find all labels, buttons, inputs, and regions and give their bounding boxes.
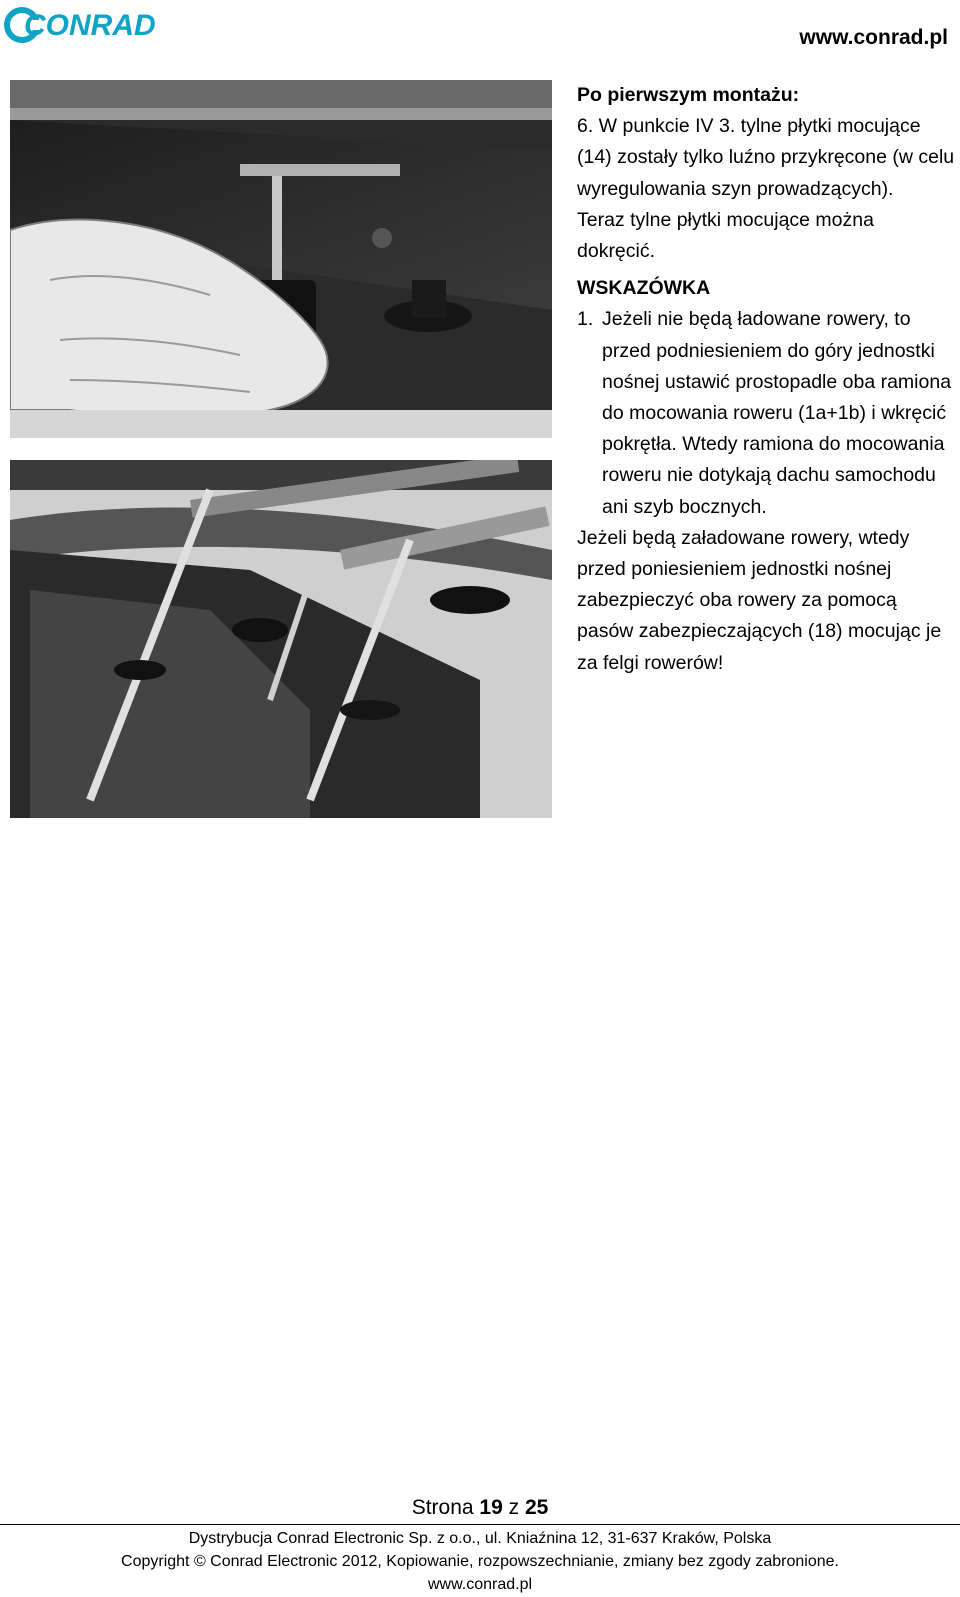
section-heading: Po pierwszym montażu: xyxy=(577,84,800,106)
hint-1-number: 1. xyxy=(577,308,594,331)
hint-title: WSKAZÓWKA xyxy=(577,277,711,300)
hint-1-text: Jeżeli nie będą ładowane rowery, to przed podniesieniem do góry jednostki nośnej ustawić prostopadle oba ramiona do mocowania roweru (1a+1b) i wkręcić pokrętła. Wtedy ramiona do mocowania roweru nie dotykają dachu samochodu ani szyb bocznych. xyxy=(602,308,952,518)
page-number: Strona 19 z 25 xyxy=(411,1496,549,1519)
conrad-logo xyxy=(2,4,162,44)
step-6-follow: Teraz tylne płytki mocujące można dokręcić. xyxy=(577,208,874,263)
page-current: 19 xyxy=(479,1496,503,1519)
footer-url: www.conrad.pl xyxy=(427,1576,533,1593)
photo-tightening-knob xyxy=(10,80,552,438)
footer-copyright: Copyright © Conrad Electronic 2012, Kopiowanie, rozpowszechnianie, zmiany bez zgody zabronione. xyxy=(121,1553,839,1570)
hint-2: Jeżeli będą załadowane rowery, wtedy przed poniesieniem jednostki nośnej zabezpieczyć oba rowery za pomocą pasów zabezpieczających (18) mocując je za felgi rowerów! xyxy=(577,526,942,674)
svg-text:CONRAD: CONRAD xyxy=(24,9,156,42)
photo-roof-carrier xyxy=(10,460,552,818)
site-url: www.conrad.pl xyxy=(799,26,948,49)
instructions-text xyxy=(577,80,955,679)
step-6: 6. W punkcie IV 3. tylne płytki mocujące (14) zostały tylko luźno przykręcone (w celu wyregulowania szyn prowadzących). xyxy=(577,115,955,200)
page-total: 25 xyxy=(524,1496,549,1519)
footer-divider xyxy=(0,1524,960,1525)
hint-1 xyxy=(577,304,955,522)
footer-distribution: Dystrybucja Conrad Electronic Sp. z o.o., ul. Kniaźnina 12, 31-637 Kraków, Polska xyxy=(188,1530,772,1547)
